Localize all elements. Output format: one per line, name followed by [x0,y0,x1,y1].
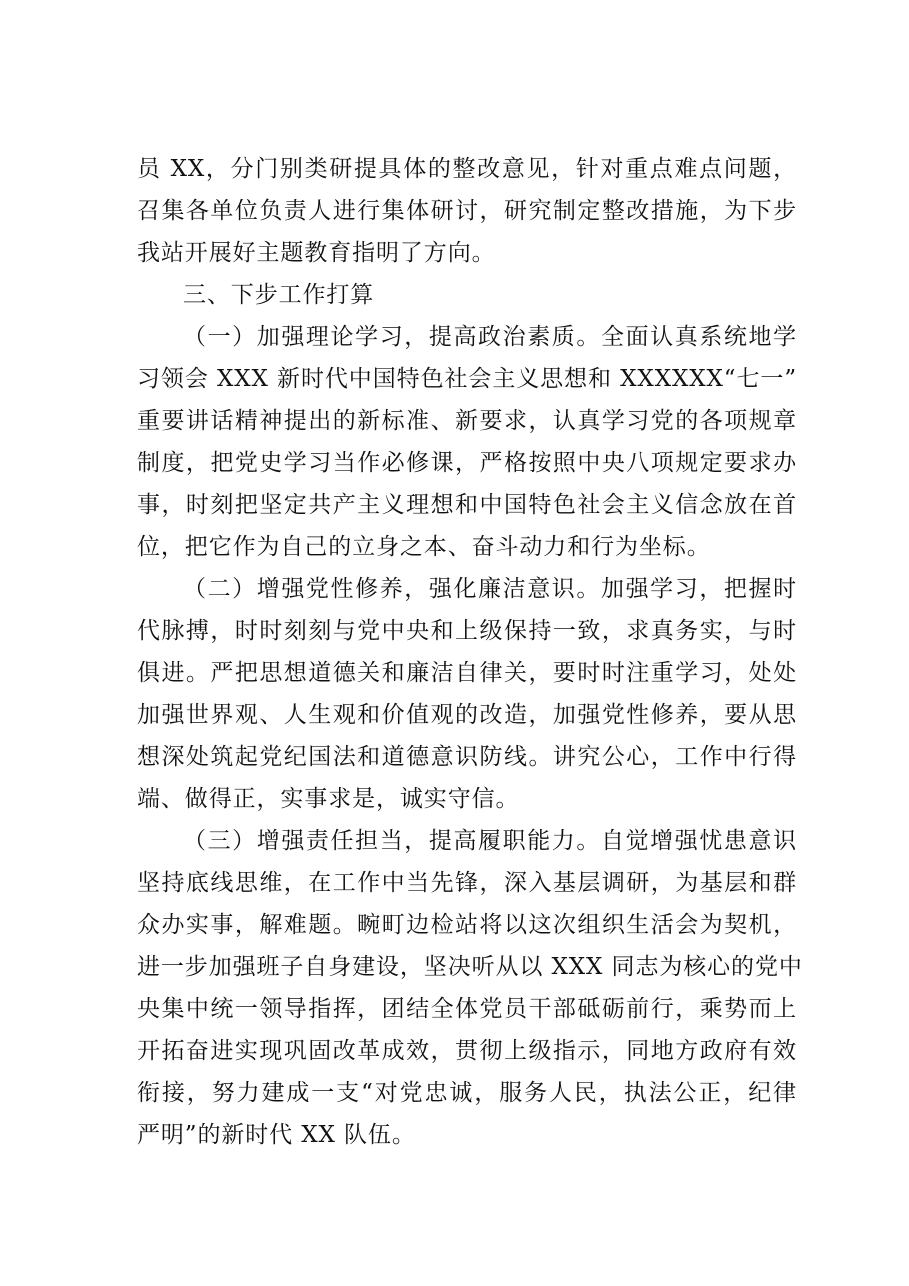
document-line: 衔接，努力建成一支“对党忠诚，服务人民，执法公正，纪律 [137,1080,797,1106]
document-line: 开拓奋进实现巩固改革成效，贯彻上级指示，同地方政府有效 [137,1038,797,1064]
document-line: （三）增强责任担当，提高履职能力。自觉增强忧患意识 [183,828,797,854]
document-line: 制度，把党史学习当作必修课，严格按照中央八项规定要求办 [137,450,797,476]
document-line: 俱进。严把思想道德关和廉洁自律关，要时时注重学习，处处 [137,660,797,686]
document-line: 严明”的新时代 XX 队伍。 [137,1122,416,1148]
document-line: （一）加强理论学习，提高政治素质。全面认真系统地学 [183,324,797,350]
document-line: 端、做得正，实事求是，诚实守信。 [137,786,520,812]
document-line: 习领会 XXX 新时代中国特色社会主义思想和 XXXXXX“七一” [137,366,797,392]
document-line: （二）增强党性修养，强化廉洁意识。加强学习，把握时 [183,576,797,602]
document-line: 加强世界观、人生观和价值观的改造，加强党性修养，要从思 [137,702,797,728]
document-line: 代脉搏，时时刻刻与党中央和上级保持一致，求真务实，与时 [137,618,797,644]
document-line: 坚持底线思维，在工作中当先锋，深入基层调研，为基层和群 [137,870,797,896]
document-body [137,148,803,1156]
document-line: 召集各单位负责人进行集体研讨，研究制定整改措施，为下步 [137,198,797,224]
document-line: 事，时刻把坚定共产主义理想和中国特色社会主义信念放在首 [137,492,797,518]
document-line: 三、下步工作打算 [183,282,375,308]
document-line: 想深处筑起党纪国法和道德意识防线。讲究公心，工作中行得 [137,744,797,770]
document-line: 众办实事，解难题。畹町边检站将以这次组织生活会为契机， [137,912,797,938]
document-line: 进一步加强班子自身建设，坚决听从以 XXX 同志为核心的党中 [137,954,803,980]
document-line: 我站开展好主题教育指明了方向。 [137,240,496,266]
document-line: 重要讲话精神提出的新标准、新要求，认真学习党的各项规章 [137,408,797,434]
document-line: 员 XX，分门别类研提具体的整改意见，针对重点难点问题， [137,156,797,182]
document-line: 央集中统一领导指挥，团结全体党员干部砥砺前行，乘势而上 [137,996,797,1022]
document-line: 位，把它作为自己的立身之本、奋斗动力和行为坐标。 [137,534,711,560]
